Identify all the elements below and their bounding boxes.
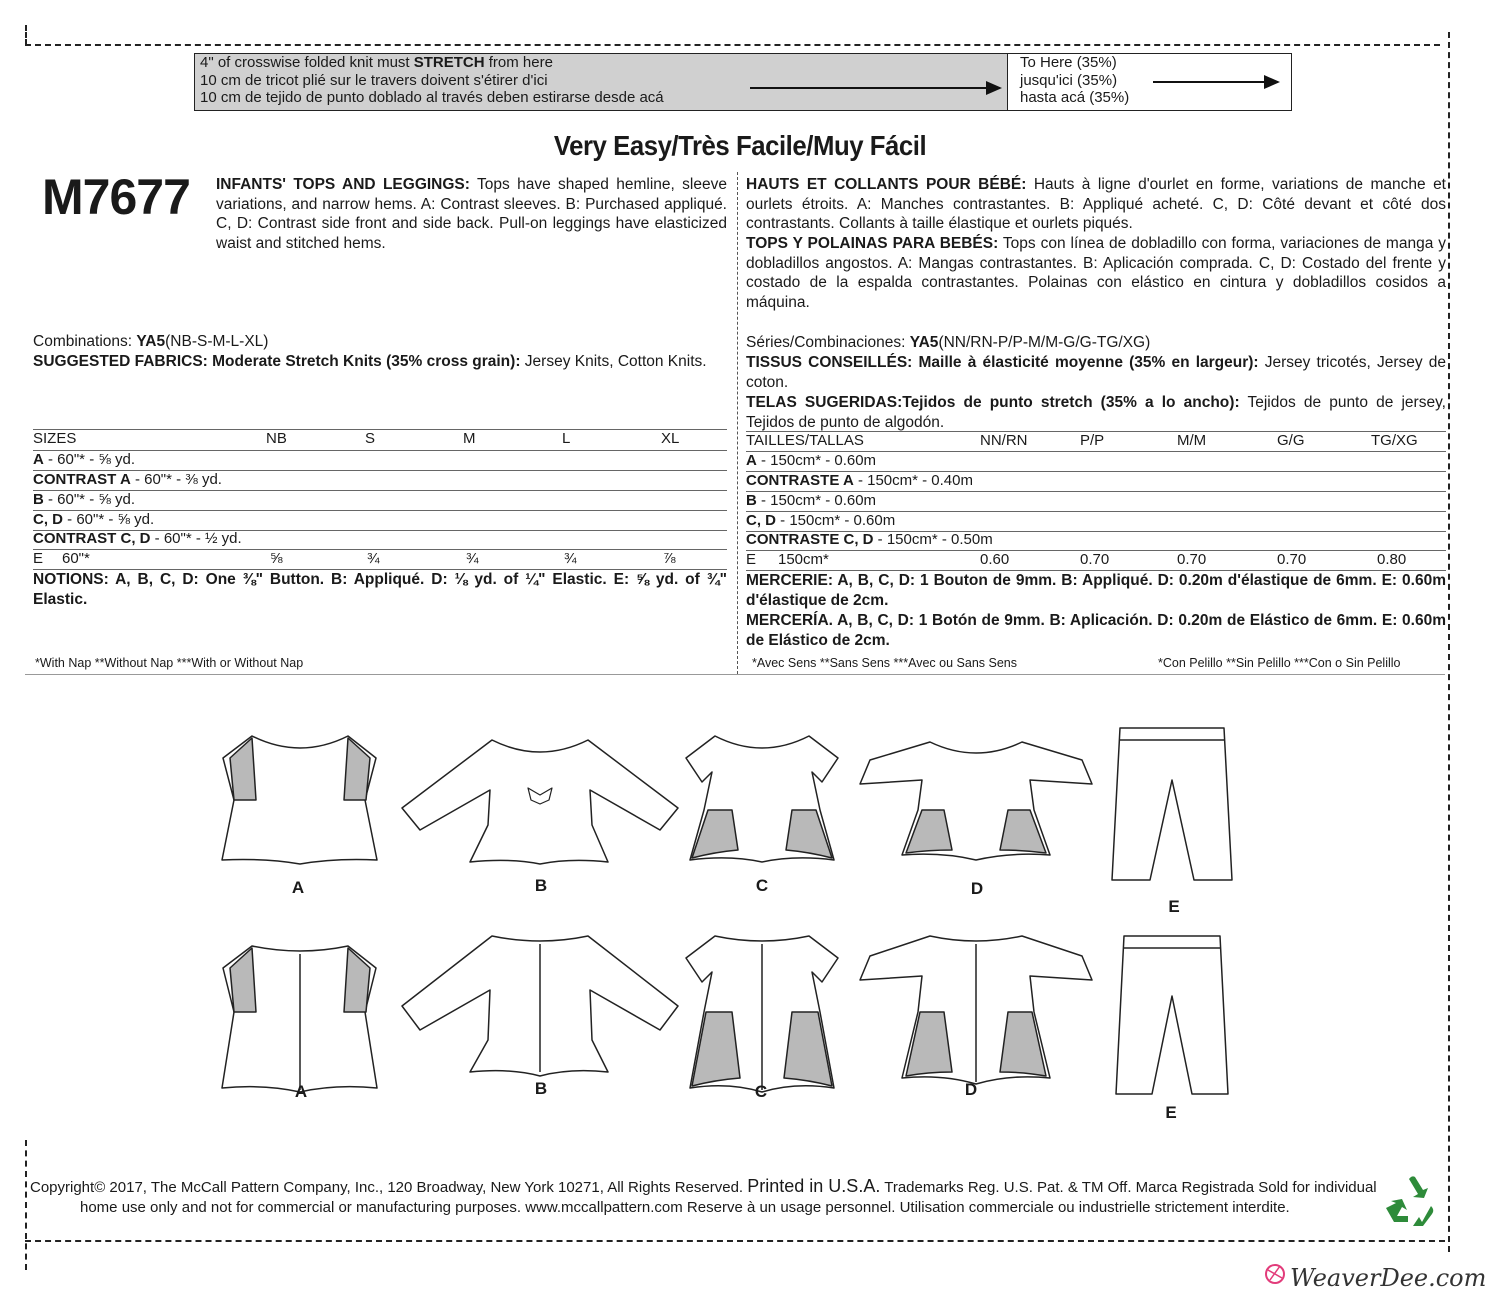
stretch-en-post: from here <box>484 54 553 71</box>
fabrics-en <box>33 352 727 372</box>
cut-line-top <box>25 44 1440 46</box>
nap-note-fr: *Avec Sens **Sans Sens ***Avec ou Sans Sens <box>752 656 1017 670</box>
row-value: - 150cm* - 0.60m <box>756 492 877 509</box>
cut-line-left-bottom <box>25 1140 27 1270</box>
table-header <box>33 430 727 449</box>
copyright-part-a: Copyright© 2017, The McCall Pattern Company, Inc., 120 Broadway, New York 10271, All Rights Reserved. <box>30 1179 748 1196</box>
view-e-front <box>1112 728 1232 880</box>
row-label: B <box>746 492 757 509</box>
header-nn-rn: NN/RN <box>980 432 1028 449</box>
rule <box>33 450 727 451</box>
cut-line-right <box>1448 32 1450 1252</box>
description-en <box>216 175 727 254</box>
row-value: - 60"* - ⅝ yd. <box>63 511 155 528</box>
table-row <box>746 472 973 491</box>
view-d-back <box>860 936 1092 1084</box>
view-b-back <box>402 936 678 1076</box>
row-value: - 60"* - ⅝ yd. <box>43 491 136 508</box>
description-fr-head: HAUTS ET COLLANTS POUR BÉBÉ: <box>746 176 1027 193</box>
e-l: ¾ <box>564 550 577 567</box>
table-row <box>746 531 993 550</box>
stretch-from <box>195 54 1005 110</box>
stretch-to-es: hasta acá (35%) <box>1020 89 1130 106</box>
header-p-p: P/P <box>1080 432 1105 449</box>
row-value: - 60"* - ⅝ yd. <box>43 451 136 468</box>
fabrics-en-head: SUGGESTED FABRICS: Moderate Stretch Knits (35% cross grain): <box>33 353 521 370</box>
fabrics-en-body: Jersey Knits, Cotton Knits. <box>520 353 707 370</box>
combinations-en-code: YA5 <box>136 333 166 350</box>
e-width: 150cm* <box>778 551 829 568</box>
combinations-fr <box>746 333 1446 353</box>
stretch-en-bold: STRETCH <box>413 54 485 71</box>
combinations-fr-label: Séries/Combinaciones: <box>746 334 910 351</box>
description-es-head: TOPS Y POLAINAS PARA BEBÉS: <box>746 235 999 252</box>
header-l: L <box>562 430 571 447</box>
stretch-fr: 10 cm de tricot plié sur le travers doivent s'étirer d'ici <box>200 71 548 89</box>
stretch-to-en: To Here (35%) <box>1020 54 1117 71</box>
description-es <box>746 234 1446 313</box>
row-label: C, D <box>746 512 776 529</box>
printed-in: Printed in U.S.A. <box>747 1176 881 1196</box>
description-fr <box>746 175 1446 234</box>
row-value: - 150cm* - 0.60m <box>756 452 877 469</box>
e-tg: 0.80 <box>1377 551 1407 568</box>
header-s: S <box>365 430 376 447</box>
header-sizes: SIZES <box>33 430 77 447</box>
row-label: A <box>746 452 757 469</box>
e-label: E <box>33 550 44 567</box>
table-header <box>746 432 1446 451</box>
view-c-back <box>686 936 838 1092</box>
recycle-icon <box>1382 1176 1436 1226</box>
view-label-d-front: D <box>970 879 984 898</box>
table-row <box>33 491 135 510</box>
header-xl: XL <box>661 430 680 447</box>
nap-note-en: *With Nap **Without Nap ***With or Without Nap <box>35 656 304 670</box>
difficulty-title: Very Easy/Très Facile/Muy Fácil <box>553 130 927 161</box>
view-c-front <box>686 736 838 862</box>
table-row <box>746 512 895 531</box>
header-tg-xg: TG/XG <box>1371 432 1418 449</box>
stretch-gauge <box>194 53 1292 111</box>
view-label-b-back: B <box>534 1079 548 1098</box>
header-tailles: TAILLES/TALLAS <box>746 432 864 449</box>
row-value: - 60"* - ⅜ yd. <box>130 471 222 488</box>
yarn-ball-icon <box>1264 1262 1286 1284</box>
section-rule <box>25 674 1445 675</box>
row-label: B <box>33 491 44 508</box>
header-g-g: G/G <box>1277 432 1305 449</box>
view-d-front <box>860 742 1092 860</box>
stretch-to <box>1007 54 1291 110</box>
table-row <box>33 511 154 530</box>
combinations-en <box>33 332 733 352</box>
nap-note-es: *Con Pelillo **Sin Pelillo ***Con o Sin Pelillo <box>1158 656 1401 670</box>
e-label: E <box>746 551 757 568</box>
column-divider <box>737 172 738 674</box>
combinations-en-sizes: (NB-S-M-L-XL) <box>165 333 269 350</box>
row-label: CONTRASTE C, D <box>746 531 874 548</box>
table-row-e <box>746 551 1446 570</box>
view-label-a-front: A <box>291 878 305 897</box>
table-row <box>33 451 135 470</box>
fabrics-es-head: TELAS SUGERIDAS:Tejidos de punto stretch (35% a lo ancho): <box>746 394 1240 411</box>
table-row <box>746 492 876 511</box>
e-width: 60"* <box>62 550 90 567</box>
cut-line-left-top <box>25 25 27 45</box>
row-value: - 150cm* - 0.40m <box>853 472 973 489</box>
stretch-to-fr: jusqu'ici (35%) <box>1020 71 1118 89</box>
row-label: CONTRAST C, D <box>33 530 151 547</box>
fabrics-fr-body: Jersey tricotés, Jersey de coton. <box>746 354 1446 391</box>
stretch-es: 10 cm de tejido de punto doblado al través deben estirarse desde acá <box>200 89 664 106</box>
arrow-right-icon <box>1153 81 1278 83</box>
fabrics-es <box>746 393 1446 432</box>
header-nb: NB <box>266 430 287 447</box>
copyright-line-1 <box>30 1176 1377 1197</box>
view-e-back <box>1116 936 1228 1094</box>
notions-fr: MERCERIE: A, B, C, D: 1 Bouton de 9mm. B: Appliqué. D: 0.20m d'élastique de 6mm. E: 0.60m d'élastique de 2cm. <box>746 572 1446 609</box>
copyright-part-c: Trademarks Reg. U.S. Pat. & TM Off. Marca Registrada Sold for individual <box>880 1179 1377 1196</box>
combinations-en-label: Combinations: <box>33 333 137 350</box>
e-m: ¾ <box>466 550 479 567</box>
row-value: - 60"* - ½ yd. <box>150 530 242 547</box>
view-label-a-back: A <box>294 1082 308 1101</box>
table-row <box>33 530 242 549</box>
yarn-logo-icon <box>1264 1262 1286 1284</box>
watermark-text: WeaverDee.com <box>1290 1264 1487 1292</box>
table-row <box>746 452 876 471</box>
rule <box>33 490 727 491</box>
fabrics-es-body: Tejidos de punto de jersey, Tejidos de punto de algodón. <box>746 394 1446 431</box>
copyright-line-2: home use only and not for commercial or manufacturing purposes. www.mccallpattern.com Reserve à un usage personnel. Utilisation commerciale ou industrielle strictement interdite. <box>80 1199 1290 1216</box>
view-a-back <box>222 946 377 1092</box>
e-nb: ⅝ <box>270 550 283 567</box>
row-value: - 150cm* - 0.50m <box>873 531 993 548</box>
e-s: ¾ <box>367 550 380 567</box>
fabrics-fr-head: TISSUS CONSEILLÉS: Maille à élasticité moyenne (35% en largeur): <box>746 354 1259 371</box>
e-nn: 0.60 <box>980 551 1010 568</box>
combinations-fr-code: YA5 <box>909 334 939 351</box>
view-b-front <box>402 740 678 864</box>
notions-en: NOTIONS: A, B, C, D: One ⅜" Button. B: Appliqué. D: ⅛ yd. of ¼" Elastic. E: ⅝ yd. of ¾" Elastic. <box>33 571 727 608</box>
header-m-m: M/M <box>1177 432 1207 449</box>
view-label-e-front: E <box>1168 897 1180 916</box>
description-es-body: Tops con línea de dobladillo con forma, variaciones de manga y dobladillos angostos. A: Mangas contrastantes. B: Aplicación comprada. C, D: Costado del frente y costado de la espalda contrastantes. Polainas con elástico en cintura y dobladillos cosidos a máquina. <box>746 235 1446 312</box>
combinations-fr-sizes: (NN/RN-P/P-M/M-G/G-TG/XG) <box>938 334 1151 351</box>
row-label: CONTRASTE A <box>746 472 854 489</box>
view-label-b-front: B <box>534 876 548 895</box>
row-label: A <box>33 451 44 468</box>
e-g: 0.70 <box>1277 551 1307 568</box>
description-en-head: INFANTS' TOPS AND LEGGINGS: <box>216 176 470 193</box>
stretch-en-pre: 4" of crosswise folded knit must <box>200 54 414 71</box>
description-en-body: Tops have shaped hemline, sleeve variations, and narrow hems. A: Contrast sleeves. B: Purchased appliqué. C, D: Contrast side front and side back. Pull-on leggings have elasticized waist and stitched hems. <box>216 176 727 253</box>
e-xl: ⅞ <box>663 550 676 567</box>
row-value: - 150cm* - 0.60m <box>776 512 896 529</box>
notions-es: MERCERÍA. A, B, C, D: 1 Botón de 9mm. B: Aplicación. D: 0.20m de Elástico de 6mm. E: 0.60m de Elástico de 2cm. <box>746 612 1446 649</box>
table-row <box>33 471 222 490</box>
description-fr-body: Hauts à ligne d'ourlet en forme, variations de manche et ourlets étroits. A: Manches contrastantes. B: Appliqué acheté. C, D: Côté devant et côté dos contrastants. Collants à taille élastique et ourlets piqués. <box>746 176 1446 233</box>
e-p: 0.70 <box>1080 551 1110 568</box>
table-row-e <box>33 550 727 569</box>
view-label-c-back: C <box>754 1082 768 1101</box>
fabrics-fr <box>746 353 1446 392</box>
header-m: M <box>463 430 476 447</box>
garment-illustrations <box>0 700 1440 1140</box>
stretch-en <box>200 54 1005 72</box>
cut-line-bottom <box>25 1240 1445 1242</box>
pattern-code: M7677 <box>42 169 190 225</box>
row-label: C, D <box>33 511 63 528</box>
view-label-c-front: C <box>755 876 769 895</box>
arrow-right-icon <box>750 87 1000 89</box>
view-label-e-back: E <box>1165 1103 1177 1122</box>
view-label-d-back: D <box>964 1080 978 1099</box>
view-a-front <box>222 736 377 864</box>
e-m: 0.70 <box>1177 551 1207 568</box>
row-label: CONTRAST A <box>33 471 131 488</box>
